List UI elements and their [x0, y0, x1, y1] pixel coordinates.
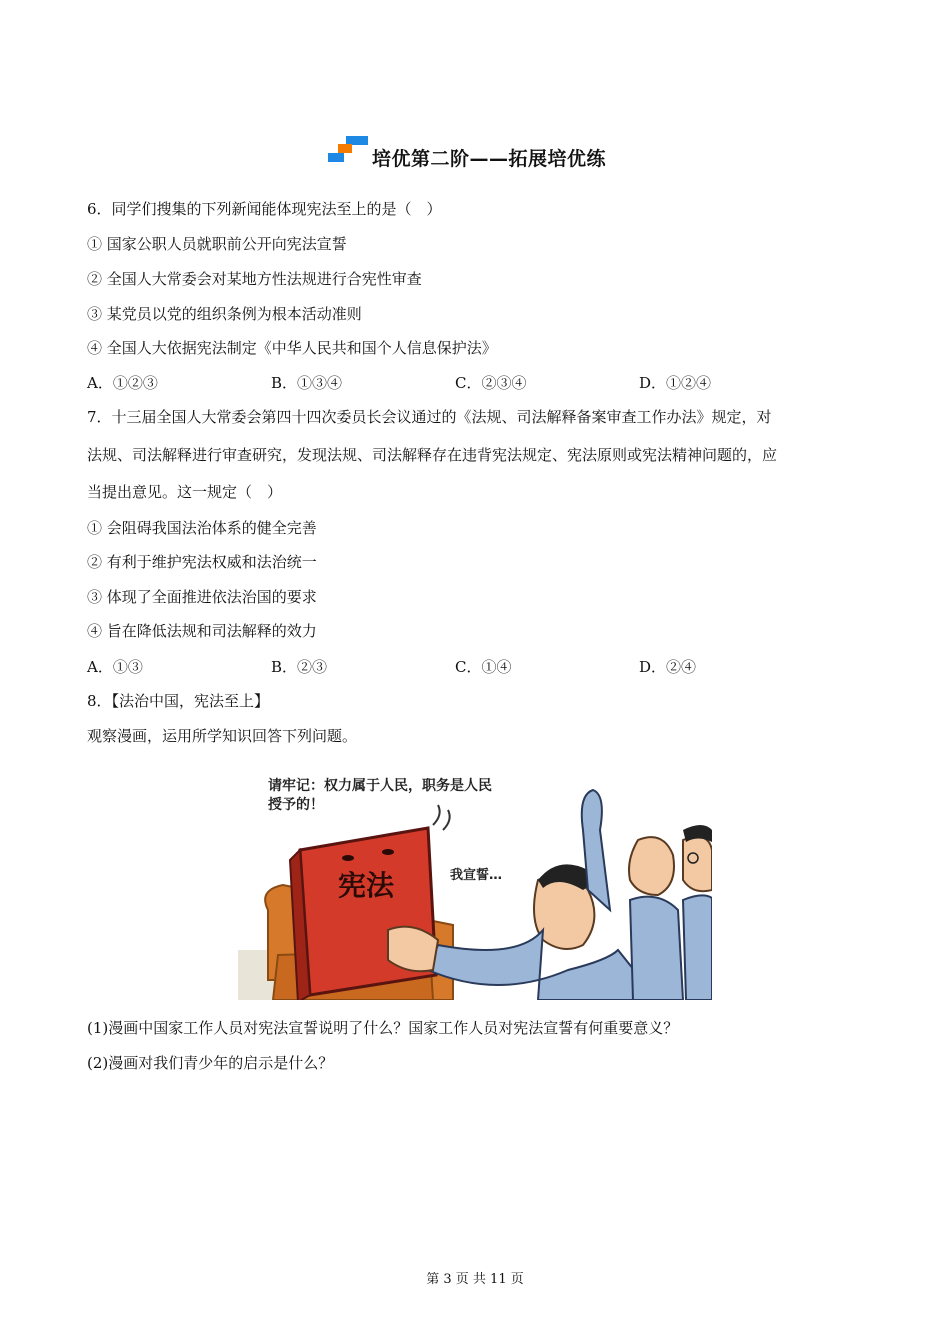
cartoon-speech: 我宣誓…	[450, 868, 503, 883]
page-footer: 第 3 页 共 11 页	[426, 1272, 524, 1287]
q6-option-c[interactable]: C．②③④	[455, 374, 527, 392]
section-logo-icon	[328, 134, 370, 166]
section-title: 培优第二阶——拓展培优练	[372, 148, 607, 170]
q7-option-d[interactable]: D．②④	[639, 658, 697, 676]
q7-item-4: ④ 旨在降低法规和司法解释的效力	[87, 622, 317, 640]
constitution-oath-cartoon	[238, 770, 712, 1000]
q8-intro: 观察漫画，运用所学知识回答下列问题。	[87, 727, 358, 745]
q8-subquestion-1: (1)漫画中国家工作人员对宪法宣誓说明了什么？国家工作人员对宪法宣誓有何重要意义？	[87, 1019, 679, 1037]
q7-option-b[interactable]: B．②③	[271, 658, 328, 676]
q6-item-2: ② 全国人大常委会对某地方性法规进行合宪性审查	[87, 270, 422, 288]
q7-stem-line-2: 法规、司法解释进行审查研究，发现法规、司法解释存在违背宪法规定、宪法原则或宪法精神问题的，应	[87, 446, 778, 464]
q8-title: 8．【法治中国，宪法至上】	[87, 692, 270, 710]
q7-item-2: ② 有利于维护宪法权威和法治统一	[87, 553, 317, 571]
q6-item-4: ④ 全国人大依据宪法制定《中华人民共和国个人信息保护法》	[87, 339, 497, 357]
q6-item-1: ① 国家公职人员就职前公开向宪法宣誓	[87, 235, 347, 253]
q7-item-3: ③ 体现了全面推进依法治国的要求	[87, 588, 317, 606]
q7-option-a[interactable]: A．①③	[87, 658, 143, 676]
q7-option-c[interactable]: C．①④	[455, 658, 512, 676]
q6-options	[87, 372, 867, 394]
third-figure-icon	[683, 825, 712, 1000]
q7-stem-line-1: 7．十三届全国人大常委会第四十四次委员长会议通过的《法规、司法解释备案审查工作办法》规定，对	[87, 408, 772, 426]
cartoon-caption-line-2: 授予的！	[268, 797, 324, 813]
cartoon-caption-line-1: 请牢记：权力属于人民，职务是人民	[268, 778, 492, 794]
q7-item-1: ① 会阻碍我国法治体系的健全完善	[87, 519, 317, 537]
q6-stem: 6．同学们搜集的下列新闻能体现宪法至上的是（ ）	[87, 200, 442, 218]
q7-options	[87, 656, 867, 678]
book-label: 宪法	[338, 869, 395, 902]
q7-stem-line-3: 当提出意见。这一规定（ ）	[87, 483, 283, 501]
q6-option-d[interactable]: D．①②④	[639, 374, 712, 392]
section-header	[0, 132, 950, 174]
q8-subquestion-2: (2)漫画对我们青少年的启示是什么？	[87, 1054, 334, 1072]
q6-item-3: ③ 某党员以党的组织条例为根本活动准则	[87, 305, 362, 323]
q6-option-a[interactable]: A．①②③	[87, 374, 158, 392]
q6-option-b[interactable]: B．①③④	[271, 374, 343, 392]
